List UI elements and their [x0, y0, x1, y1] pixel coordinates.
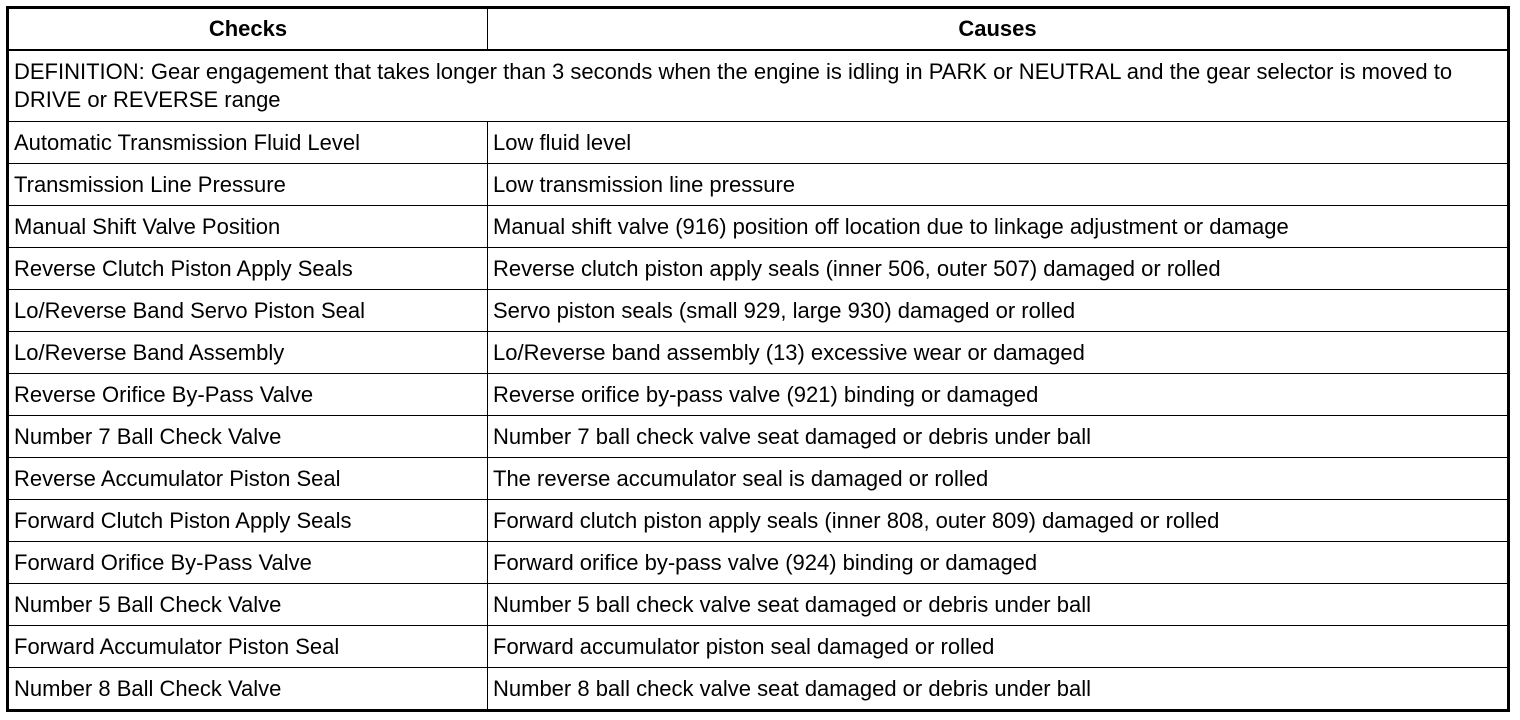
check-cell: Number 5 Ball Check Valve	[8, 584, 488, 626]
table-row	[8, 626, 1509, 668]
table-row	[8, 668, 1509, 711]
diagnostic-table	[6, 6, 1510, 712]
cause-cell: Forward accumulator piston seal damaged or rolled	[488, 626, 1509, 668]
check-cell: Lo/Reverse Band Assembly	[8, 332, 488, 374]
table-row	[8, 290, 1509, 332]
table-row	[8, 164, 1509, 206]
table-row	[8, 122, 1509, 164]
cause-cell: Forward orifice by-pass valve (924) binding or damaged	[488, 542, 1509, 584]
check-cell: Automatic Transmission Fluid Level	[8, 122, 488, 164]
check-cell: Forward Clutch Piston Apply Seals	[8, 500, 488, 542]
table-row	[8, 332, 1509, 374]
check-cell: Forward Accumulator Piston Seal	[8, 626, 488, 668]
cause-cell: Number 5 ball check valve seat damaged or debris under ball	[488, 584, 1509, 626]
cause-cell: Low transmission line pressure	[488, 164, 1509, 206]
check-cell: Transmission Line Pressure	[8, 164, 488, 206]
table-row	[8, 206, 1509, 248]
check-cell: Reverse Orifice By-Pass Valve	[8, 374, 488, 416]
table-row	[8, 248, 1509, 290]
check-cell: Manual Shift Valve Position	[8, 206, 488, 248]
cause-cell: Servo piston seals (small 929, large 930) damaged or rolled	[488, 290, 1509, 332]
cause-cell: Forward clutch piston apply seals (inner 808, outer 809) damaged or rolled	[488, 500, 1509, 542]
cause-cell: Lo/Reverse band assembly (13) excessive wear or damaged	[488, 332, 1509, 374]
cause-cell: Manual shift valve (916) position off location due to linkage adjustment or damage	[488, 206, 1509, 248]
checks-column-header: Checks	[8, 8, 488, 51]
cause-cell: Number 7 ball check valve seat damaged or debris under ball	[488, 416, 1509, 458]
definition-row	[8, 50, 1509, 122]
causes-column-header: Causes	[488, 8, 1509, 51]
table-row	[8, 500, 1509, 542]
table-row	[8, 542, 1509, 584]
table-body	[8, 50, 1509, 711]
cause-cell: Number 8 ball check valve seat damaged or debris under ball	[488, 668, 1509, 711]
cause-cell: Reverse clutch piston apply seals (inner 506, outer 507) damaged or rolled	[488, 248, 1509, 290]
check-cell: Lo/Reverse Band Servo Piston Seal	[8, 290, 488, 332]
table-row	[8, 374, 1509, 416]
definition-text: DEFINITION: Gear engagement that takes longer than 3 seconds when the engine is idling in PARK or NEUTRAL and the gear selector is moved to DRIVE or REVERSE range	[8, 50, 1509, 122]
check-cell: Reverse Accumulator Piston Seal	[8, 458, 488, 500]
cause-cell: Reverse orifice by-pass valve (921) binding or damaged	[488, 374, 1509, 416]
check-cell: Number 8 Ball Check Valve	[8, 668, 488, 711]
cause-cell: The reverse accumulator seal is damaged or rolled	[488, 458, 1509, 500]
check-cell: Forward Orifice By-Pass Valve	[8, 542, 488, 584]
check-cell: Reverse Clutch Piston Apply Seals	[8, 248, 488, 290]
table-row	[8, 584, 1509, 626]
header-row	[8, 8, 1509, 51]
table-row	[8, 416, 1509, 458]
cause-cell: Low fluid level	[488, 122, 1509, 164]
table-row	[8, 458, 1509, 500]
check-cell: Number 7 Ball Check Valve	[8, 416, 488, 458]
